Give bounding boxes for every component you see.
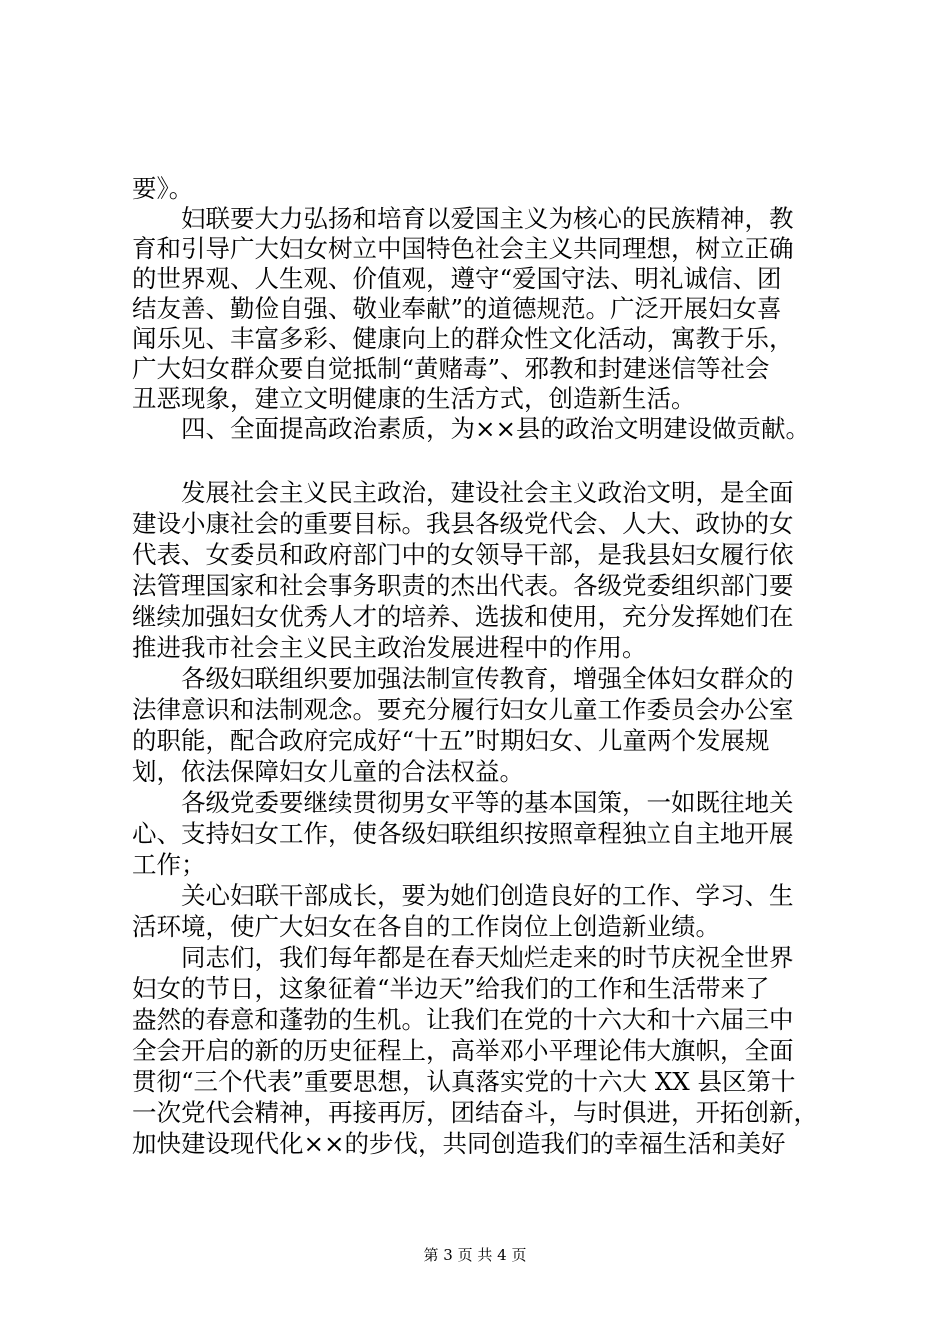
text-line: 推进我市社会主义民主政治发展进程中的作用。 — [132, 633, 647, 662]
text-line: 广大妇女群众要自觉抵制“黄赌毒”、邪教和封建迷信等社会 — [132, 354, 770, 383]
text-line: 建设小康社会的重要目标。我县各级党代会、人大、政协的女 — [132, 509, 794, 538]
text-line: 闻乐见、丰富多彩、健康向上的群众性文化活动，寓教于乐， — [132, 324, 794, 353]
text-line: 的世界观、人生观、价值观，遵守“爱国守法、明礼诚信、团 — [132, 264, 782, 293]
paragraph-first-line: 各级妇联组织要加强法制宣传教育，增强全体妇女群众的 — [181, 664, 794, 693]
text-line: 结友善、勤俭自强、敬业奉献”的道德规范。广泛开展妇女喜 — [132, 294, 782, 323]
text-line: 一次党代会精神，再接再厉，团结奋斗，与时俱进，开拓创新， — [132, 1098, 818, 1127]
paragraph-first-line: 发展社会主义民主政治，建设社会主义政治文明，是全面 — [181, 478, 794, 507]
text-line: 继续加强妇女优秀人才的培养、选拔和使用，充分发挥她们在 — [132, 602, 794, 631]
text-line: 法律意识和法制观念。要充分履行妇女儿童工作委员会办公室 — [132, 695, 794, 724]
text-line: 丑恶现象，建立文明健康的生活方式，创造新生活。 — [132, 384, 696, 413]
paragraph-first-line: 各级党委要继续贯彻男女平等的基本国策，一如既往地关 — [181, 788, 794, 817]
text-line: 工作； — [132, 850, 206, 879]
section-heading: 四、全面提高政治素质，为××县的政治文明建设做贡献。 — [181, 414, 811, 443]
text-line: 划，依法保障妇女儿童的合法权益。 — [132, 757, 524, 786]
text-line: 代表、女委员和政府部门中的女领导干部，是我县妇女履行依 — [132, 540, 794, 569]
text-line: 贯彻“三个代表”重要思想，认真落实党的十六大 XX 县区第十 — [132, 1067, 796, 1096]
text-line: 加快建设现代化××的步伐，共同创造我们的幸福生活和美好 — [132, 1129, 786, 1158]
text-line: 妇女的节日，这象征着“半边天”给我们的工作和生活带来了 — [132, 974, 770, 1003]
page-number-footer: 第 3 页 共 4 页 — [423, 1246, 527, 1264]
text-line: 全会开启的新的历史征程上，高举邓小平理论伟大旗帜，全面 — [132, 1036, 794, 1065]
paragraph-first-line: 妇联要大力弘扬和培育以爱国主义为核心的民族精神，教 — [181, 204, 794, 233]
text-line: 的职能，配合政府完成好“十五”时期妇女、儿童两个发展规 — [132, 726, 770, 755]
text-line: 育和引导广大妇女树立中国特色社会主义共同理想，树立正确 — [132, 234, 794, 263]
text-line: 法管理国家和社会事务职责的杰出代表。各级党委组织部门要 — [132, 571, 794, 600]
text-line: 盎然的春意和蓬勃的生机。让我们在党的十六大和十六届三中 — [132, 1005, 794, 1034]
text-line: 活环境，使广大妇女在各自的工作岗位上创造新业绩。 — [132, 912, 720, 941]
paragraph-first-line: 关心妇联干部成长，要为她们创造良好的工作、学习、生 — [181, 881, 794, 910]
paragraph-first-line: 同志们，我们每年都是在春天灿烂走来的时节庆祝全世界 — [181, 943, 794, 972]
text-line: 心、支持妇女工作，使各级妇联组织按照章程独立自主地开展 — [132, 819, 794, 848]
text-line: 要》。 — [132, 174, 194, 203]
